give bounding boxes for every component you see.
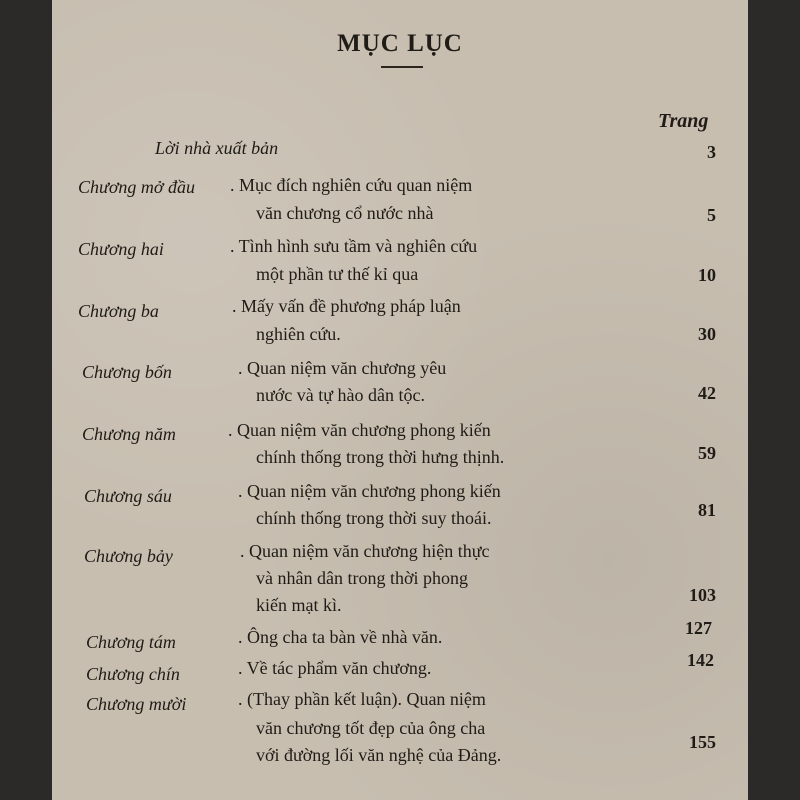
toc-text-line: và nhân dân trong thời phong	[256, 568, 468, 588]
toc-page-publisher-note: 3	[707, 142, 716, 162]
toc-page-chapter-9: 142	[687, 650, 714, 670]
toc-text-line: . Mấy vấn đề phương pháp luận	[232, 296, 461, 316]
toc-label-chapter-9: Chương chín	[86, 664, 180, 684]
toc-text-line: kiến mạt kì.	[256, 595, 342, 615]
toc-text-line: . Quan niệm văn chương phong kiến	[228, 420, 491, 440]
toc-text-line: . Về tác phẩm văn chương.	[238, 658, 432, 678]
toc-label-chapter-7: Chương bảy	[84, 546, 173, 566]
toc-page-chapter-intro: 5	[707, 205, 716, 225]
toc-label-chapter-8: Chương tám	[86, 632, 176, 652]
toc-label-chapter-10: Chương mười	[86, 694, 187, 714]
toc-page-chapter-7: 103	[689, 585, 716, 605]
toc-text-line: . Quan niệm văn chương phong kiến	[238, 481, 501, 501]
toc-text-line: nước và tự hào dân tộc.	[256, 385, 425, 405]
page-title: MỤC LỤC	[337, 30, 463, 57]
toc-label-chapter-2: Chương hai	[78, 239, 164, 259]
toc-label-chapter-intro: Chương mở đầu	[78, 177, 196, 197]
toc-text-line: . Mục đích nghiên cứu quan niệm	[230, 175, 473, 195]
toc-text-line: văn chương tốt đẹp của ông cha	[256, 718, 486, 738]
toc-page-chapter-3: 30	[698, 324, 716, 344]
toc-label-publisher-note: Lời nhà xuất bản	[155, 138, 279, 158]
title-underline	[381, 66, 423, 68]
toc-text-line: . Quan niệm văn chương hiện thực	[240, 541, 490, 561]
toc-text-line: văn chương cổ nước nhà	[256, 203, 434, 223]
toc-label-chapter-3: Chương ba	[78, 301, 159, 321]
toc-text-line: . (Thay phần kết luận). Quan niệm	[238, 689, 486, 709]
toc-page-chapter-10: 155	[689, 732, 716, 752]
toc-label-chapter-4: Chương bốn	[82, 362, 172, 382]
toc-label-chapter-6: Chương sáu	[84, 486, 172, 506]
toc-page-chapter-5: 59	[698, 443, 716, 463]
toc-page-chapter-6: 81	[698, 500, 716, 520]
toc-page-chapter-8: 127	[685, 618, 712, 638]
toc-text-line: chính thống trong thời suy thoái.	[256, 508, 492, 528]
toc-text-line: . Quan niệm văn chương yêu	[238, 358, 447, 378]
toc-text-line: với đường lối văn nghệ của Đảng.	[256, 745, 502, 765]
toc-page-chapter-2: 10	[698, 265, 716, 285]
toc-text-line: . Ông cha ta bàn về nhà văn.	[238, 627, 443, 647]
toc-label-chapter-5: Chương năm	[82, 424, 176, 444]
toc-text-line: . Tình hình sưu tầm và nghiên cứu	[230, 236, 478, 256]
toc-text-line: chính thống trong thời hưng thịnh.	[256, 447, 505, 467]
book-page	[52, 0, 748, 800]
toc-page-chapter-4: 42	[698, 383, 716, 403]
toc-text-line: nghiên cứu.	[256, 324, 341, 344]
page-column-header: Trang	[658, 110, 709, 132]
toc-text-line: một phần tư thế kỉ qua	[256, 264, 419, 284]
